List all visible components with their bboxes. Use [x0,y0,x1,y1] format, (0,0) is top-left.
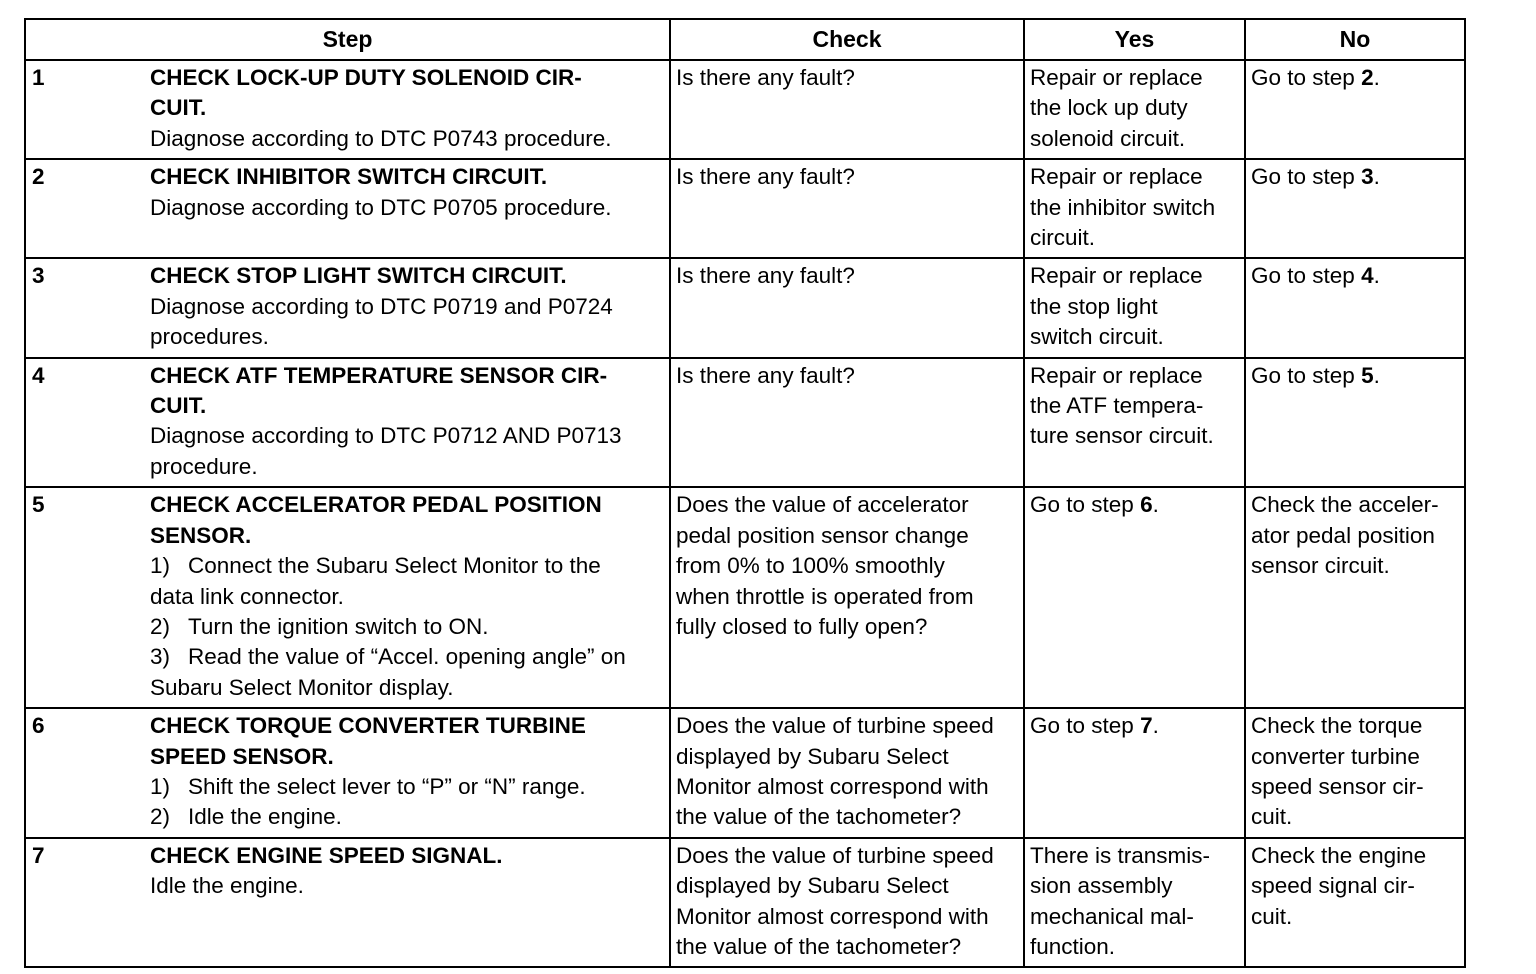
step-number: 7 [32,842,45,868]
substep-index: 2) [150,613,171,639]
step-cell [25,258,670,357]
step-text-line: Diagnose according to DTC P0719 and P0724 [150,293,613,319]
step-title-line: CHECK TORQUE CONVERTER TURBINE [150,713,586,739]
check-line: Is there any fault? [676,263,855,289]
substep-index: 2) [150,804,171,830]
step-wrap [26,841,663,902]
yes-goto-suffix: . [1152,713,1159,739]
yes-line: Repair or replace [1030,164,1203,190]
yes-goto-number: 7 [1140,713,1153,739]
step-number: 1 [32,65,45,90]
no-line: Check the acceler- [1251,492,1439,518]
step-title-line: CUIT. [150,95,207,121]
step-text-line: procedures. [150,324,269,350]
step-substep-line [150,772,663,802]
no-goto-suffix: . [1373,65,1380,90]
yes-line: the ATF tempera- [1030,393,1204,419]
yes-line: ture sensor circuit. [1030,423,1214,449]
yes-line: Repair or replace [1030,263,1203,289]
step-text-line: Diagnose according to DTC P0712 AND P0713 [150,423,622,449]
step-substep-line [150,802,663,832]
no-goto-prefix: Go to step [1251,164,1362,190]
step-substep-line [150,612,663,642]
step-substep-line [150,551,663,581]
table-body [25,60,1465,967]
step-wrap [26,261,663,352]
substep-text: Turn the ignition switch to ON. [188,613,489,639]
yes-line: the stop light [1030,293,1158,319]
check-line: when throttle is operated from [676,583,974,609]
no-goto-prefix: Go to step [1251,65,1362,90]
substep-text: Shift the select lever to “P” or “N” range. [188,773,586,799]
step-title-line: CHECK STOP LIGHT SWITCH CIRCUIT. [150,263,567,289]
header-yes: Yes [1024,19,1245,60]
yes-goto-prefix: Go to step [1030,713,1141,739]
no-goto [1251,261,1460,291]
step-body [150,162,663,223]
yes-cell [1024,159,1245,258]
step-cell [25,487,670,708]
substep-index: 1) [150,773,171,799]
check-line: Does the value of turbine speed [676,713,994,739]
no-goto-number: 5 [1361,362,1374,388]
step-body [150,63,663,154]
step-substep-line [150,582,663,612]
substep-index: 1) [150,553,171,579]
no-line: Check the torque [1251,713,1423,739]
diagnostic-table [24,18,1466,968]
yes-goto-number: 6 [1140,492,1153,518]
table-row [25,159,1465,258]
step-body [150,490,663,703]
step-number: 6 [32,713,45,739]
step-text-line: Idle the engine. [150,873,304,899]
no-line: ator pedal position [1251,522,1435,548]
check-line: displayed by Subaru Select [676,873,949,899]
yes-line: the inhibitor switch [1030,194,1216,220]
yes-cell [1024,487,1245,708]
check-line: Monitor almost correspond with [676,773,989,799]
yes-cell [1024,708,1245,838]
substep-text: Subaru Select Monitor display. [150,674,454,700]
step-cell [25,708,670,838]
step-text-line: procedure. [150,453,258,479]
yes-line: switch circuit. [1030,324,1164,350]
table-row [25,708,1465,838]
yes-cell [1024,60,1245,159]
table-row [25,60,1465,159]
table-row [25,358,1465,488]
step-substep-line [150,673,663,703]
step-body [150,711,663,833]
step-number: 5 [32,492,45,518]
step-title-line: CHECK ENGINE SPEED SIGNAL. [150,842,503,868]
no-goto-number: 3 [1361,164,1374,190]
step-number: 2 [32,164,45,190]
check-line: Is there any fault? [676,164,855,190]
substep-text: Read the value of “Accel. opening angle” on [188,644,626,670]
check-cell [670,358,1024,488]
header-step: Step [25,19,670,60]
header-no: No [1245,19,1465,60]
no-goto-prefix: Go to step [1251,263,1362,289]
header-check: Check [670,19,1024,60]
no-line: speed sensor cir- [1251,773,1424,799]
step-number: 3 [32,263,45,289]
no-line: converter turbine [1251,743,1420,769]
check-line: Does the value of accelerator [676,492,969,518]
step-cell [25,159,670,258]
step-wrap [26,63,663,154]
check-line: Monitor almost correspond with [676,903,989,929]
no-line: sensor circuit. [1251,553,1390,579]
step-wrap [26,490,663,703]
check-line: the value of the tachometer? [676,933,962,959]
yes-line: circuit. [1030,225,1096,251]
check-line: the value of the tachometer? [676,804,962,830]
no-line: Check the engine [1251,842,1427,868]
step-number: 4 [32,362,45,388]
step-wrap [26,361,663,483]
step-title-line: CHECK LOCK-UP DUTY SOLENOID CIR- [150,65,582,90]
step-title-line: CHECK ACCELERATOR PEDAL POSITION [150,492,602,518]
no-cell [1245,258,1465,357]
yes-cell [1024,358,1245,488]
check-cell [670,708,1024,838]
step-title-line: CHECK ATF TEMPERATURE SENSOR CIR- [150,362,608,388]
check-cell [670,838,1024,968]
check-cell [670,60,1024,159]
no-cell [1245,838,1465,968]
no-cell [1245,358,1465,488]
no-goto-suffix: . [1373,164,1380,190]
yes-goto-suffix: . [1152,492,1159,518]
step-body [150,261,663,352]
step-title-line: SENSOR. [150,522,252,548]
no-goto-number: 4 [1361,263,1374,289]
yes-line: solenoid circuit. [1030,125,1186,151]
step-wrap [26,162,663,223]
yes-line: Repair or replace [1030,65,1203,90]
yes-goto [1030,711,1240,741]
yes-cell [1024,258,1245,357]
check-cell [670,258,1024,357]
check-line: pedal position sensor change [676,522,969,548]
substep-text: data link connector. [150,583,344,609]
table-row [25,258,1465,357]
yes-line: function. [1030,933,1116,959]
no-cell [1245,487,1465,708]
step-body [150,841,663,902]
yes-goto-prefix: Go to step [1030,492,1141,518]
no-goto [1251,361,1460,391]
no-goto [1251,63,1460,93]
substep-text: Idle the engine. [188,804,342,830]
step-body [150,361,663,483]
no-cell [1245,159,1465,258]
no-goto-suffix: . [1373,263,1380,289]
step-cell [25,358,670,488]
yes-line: Repair or replace [1030,362,1203,388]
no-goto-prefix: Go to step [1251,362,1362,388]
no-line: cuit. [1251,903,1293,929]
check-line: Is there any fault? [676,65,855,90]
check-cell [670,159,1024,258]
table-row [25,487,1465,708]
step-title-line: CUIT. [150,393,207,419]
step-cell [25,60,670,159]
check-line: Is there any fault? [676,362,855,388]
check-line: displayed by Subaru Select [676,743,949,769]
no-goto-suffix: . [1373,362,1380,388]
step-substep-line [150,642,663,672]
no-line: cuit. [1251,804,1293,830]
no-goto [1251,162,1460,192]
check-line: Does the value of turbine speed [676,842,994,868]
yes-cell [1024,838,1245,968]
substep-text: Connect the Subaru Select Monitor to the [188,553,601,579]
check-line: from 0% to 100% smoothly [676,553,945,579]
substep-index: 3) [150,644,171,670]
step-title-line: SPEED SENSOR. [150,743,334,769]
header-row [25,19,1465,60]
table-row [25,838,1465,968]
no-cell [1245,60,1465,159]
yes-line: sion assembly [1030,873,1173,899]
yes-line: the lock up duty [1030,95,1188,121]
no-line: speed signal cir- [1251,873,1415,899]
yes-goto [1030,490,1240,520]
yes-line: mechanical mal- [1030,903,1194,929]
check-line: fully closed to fully open? [676,613,928,639]
step-cell [25,838,670,968]
no-goto-number: 2 [1361,65,1374,90]
no-cell [1245,708,1465,838]
step-title-line: CHECK INHIBITOR SWITCH CIRCUIT. [150,164,548,190]
step-wrap [26,711,663,833]
step-text-line: Diagnose according to DTC P0705 procedure. [150,194,612,220]
check-cell [670,487,1024,708]
yes-line: There is transmis- [1030,842,1211,868]
step-text-line: Diagnose according to DTC P0743 procedure. [150,125,612,151]
